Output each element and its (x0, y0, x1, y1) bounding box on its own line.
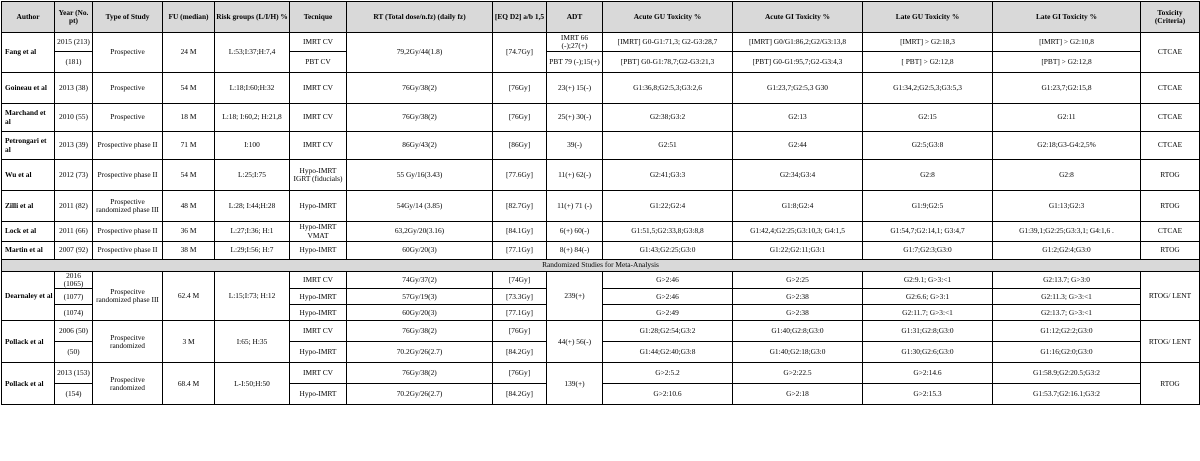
study-type-cell: Prospective phase II (93, 132, 163, 160)
table-body (2, 33, 1200, 405)
author-cell: Wu et al (2, 160, 55, 191)
column-header: RT (Total dose/n.fz) (daily fz) (347, 2, 493, 33)
eqd2-cell: [76Gy] (493, 73, 547, 104)
technique-cell: IMRT CV (290, 363, 347, 384)
late-gu-cell: G>2:14.6 (863, 363, 993, 384)
study-type-cell: Prospective phase II (93, 160, 163, 191)
late-gi-cell: G1:13;G2:3 (993, 191, 1141, 222)
eqd2-cell: [77.6Gy] (493, 160, 547, 191)
late-gi-cell: [IMRT] > G2:10,8 (993, 33, 1141, 52)
year-cell: (181) (55, 52, 93, 73)
adt-cell: 6(+) 60(-) (547, 222, 603, 242)
late-gu-cell: G2:9.1; G>3:<1 (863, 272, 993, 289)
technique-cell: IMRT CV (290, 132, 347, 160)
technique-cell: IMRT CV (290, 272, 347, 289)
acute-gu-cell: [PBT] G0-G1:78,7;G2-G3:21,3 (603, 52, 733, 73)
rt-cell: 55 Gy/16(3.43) (347, 160, 493, 191)
criteria-cell: RTOG (1141, 242, 1200, 260)
fu-cell: 68.4 M (163, 363, 215, 405)
eqd2-cell: [76Gy] (493, 321, 547, 342)
acute-gu-cell: G>2:46 (603, 289, 733, 305)
fu-cell: 48 M (163, 191, 215, 222)
late-gi-cell: G2:13.7; G>3:<1 (993, 305, 1141, 321)
table-row (2, 191, 1200, 222)
technique-cell: IMRT CV (290, 33, 347, 52)
late-gu-cell: G>2:15.3 (863, 384, 993, 405)
table-row (2, 260, 1200, 272)
acute-gi-cell: G2:44 (733, 132, 863, 160)
late-gu-cell: G2:15 (863, 104, 993, 132)
table-row (2, 242, 1200, 260)
year-cell: 2016 (1065) (55, 272, 93, 289)
column-header: Acute GU Toxicity % (603, 2, 733, 33)
late-gu-cell: G1:54,7;G2:14,1; G3:4,7 (863, 222, 993, 242)
adt-cell: 11(+) 71 (-) (547, 191, 603, 222)
acute-gu-cell: G1:36,8;G2:5,3;G3:2,6 (603, 73, 733, 104)
acute-gi-cell: G2:34;G3:4 (733, 160, 863, 191)
adt-cell: 23(+) 15(-) (547, 73, 603, 104)
year-cell: (50) (55, 342, 93, 363)
study-type-cell: Prospecitve randomized (93, 363, 163, 405)
table-row (2, 321, 1200, 342)
eqd2-cell: [84.1Gy] (493, 222, 547, 242)
adt-cell: 239(+) (547, 272, 603, 321)
table-row (2, 73, 1200, 104)
risk-cell: I:65; H:35 (215, 321, 290, 363)
technique-cell: Hypo-IMRT (290, 384, 347, 405)
criteria-cell: RTOG (1141, 191, 1200, 222)
late-gi-cell: G2:18;G3-G4:2,5% (993, 132, 1141, 160)
late-gu-cell: G2:6.6; G>3:1 (863, 289, 993, 305)
table-row (2, 363, 1200, 384)
rt-cell: 63,2Gy/20(3.16) (347, 222, 493, 242)
late-gu-cell: G1:7;G2:3;G3:0 (863, 242, 993, 260)
late-gi-cell: G2:11 (993, 104, 1141, 132)
fu-cell: 18 M (163, 104, 215, 132)
eqd2-cell: [84.2Gy] (493, 384, 547, 405)
column-header: Late GI Toxicity % (993, 2, 1141, 33)
author-cell: Pollack et al (2, 363, 55, 405)
technique-cell: PBT CV (290, 52, 347, 73)
fu-cell: 71 M (163, 132, 215, 160)
late-gu-cell: G1:9;G2:5 (863, 191, 993, 222)
study-type-cell: Prospective phase II (93, 242, 163, 260)
acute-gi-cell: G2:13 (733, 104, 863, 132)
acute-gu-cell: G1:22;G2:4 (603, 191, 733, 222)
year-cell: (1074) (55, 305, 93, 321)
criteria-cell: CTCAE (1141, 222, 1200, 242)
table-row (2, 160, 1200, 191)
column-header: Risk groups (L/I/H) % (215, 2, 290, 33)
column-header: Type of Study (93, 2, 163, 33)
year-cell: 2015 (213) (55, 33, 93, 52)
toxicity-table (1, 1, 1200, 405)
acute-gi-cell: G>2:22.5 (733, 363, 863, 384)
acute-gu-cell: G1:51,5;G2:33,8;G3:8,8 (603, 222, 733, 242)
author-cell: Fang et al (2, 33, 55, 73)
risk-cell: I:100 (215, 132, 290, 160)
technique-cell: IMRT CV (290, 321, 347, 342)
late-gi-cell: G1:39,1;G2:25;G3:3,1; G4:1,6 . (993, 222, 1141, 242)
year-cell: (1077) (55, 289, 93, 305)
column-header: Late GU Toxicity % (863, 2, 993, 33)
acute-gi-cell: G1:22;G2:11;G3:1 (733, 242, 863, 260)
eqd2-cell: [86Gy] (493, 132, 547, 160)
acute-gu-cell: G1:44;G2:40;G3:8 (603, 342, 733, 363)
risk-cell: L:25;I:75 (215, 160, 290, 191)
late-gi-cell: G2:13.7; G>3:0 (993, 272, 1141, 289)
eqd2-cell: [77.1Gy] (493, 242, 547, 260)
acute-gi-cell: G>2:25 (733, 272, 863, 289)
year-cell: 2006 (50) (55, 321, 93, 342)
acute-gu-cell: G1:43;G2:25;G3:0 (603, 242, 733, 260)
acute-gi-cell: G1:40;G2:8;G3:0 (733, 321, 863, 342)
technique-cell: Hypo-IMRT (290, 289, 347, 305)
acute-gu-cell: G>2:49 (603, 305, 733, 321)
eqd2-cell: [73.3Gy] (493, 289, 547, 305)
table-row (2, 33, 1200, 52)
acute-gi-cell: G>2:18 (733, 384, 863, 405)
eqd2-cell: [76Gy] (493, 363, 547, 384)
rt-cell: 60Gy/20(3) (347, 305, 493, 321)
rt-cell: 54Gy/14 (3.85) (347, 191, 493, 222)
acute-gi-cell: G1:8;G2:4 (733, 191, 863, 222)
technique-cell: IMRT CV (290, 73, 347, 104)
acute-gi-cell: G1:40;G2:18;G3:0 (733, 342, 863, 363)
rt-cell: 79,2Gy/44(1.8) (347, 33, 493, 73)
late-gi-cell: G1:23,7;G2:15,8 (993, 73, 1141, 104)
study-type-cell: Prospective randomized phase III (93, 191, 163, 222)
study-type-cell: Prospecitve randomized phase III (93, 272, 163, 321)
risk-cell: L:18;I:60;H:32 (215, 73, 290, 104)
rt-cell: 76Gy/38(2) (347, 363, 493, 384)
adt-cell: 25(+) 30(-) (547, 104, 603, 132)
criteria-cell: RTOG/ LENT (1141, 272, 1200, 321)
header-row (2, 2, 1200, 33)
author-cell: Zilli et al (2, 191, 55, 222)
criteria-cell: RTOG (1141, 160, 1200, 191)
rt-cell: 60Gy/20(3) (347, 242, 493, 260)
late-gu-cell: [IMRT] > G2:18,3 (863, 33, 993, 52)
technique-cell: IMRT CV (290, 104, 347, 132)
author-cell: Petrongari et al (2, 132, 55, 160)
study-type-cell: Prospective phase II (93, 222, 163, 242)
acute-gu-cell: G2:41;G3:3 (603, 160, 733, 191)
rt-cell: 70.2Gy/26(2.7) (347, 384, 493, 405)
column-header: Year (No. pt) (55, 2, 93, 33)
late-gu-cell: G2:5;G3:8 (863, 132, 993, 160)
risk-cell: L-I:50;H:50 (215, 363, 290, 405)
fu-cell: 36 M (163, 222, 215, 242)
acute-gu-cell: G>2:46 (603, 272, 733, 289)
study-type-cell: Prospecitve randomized (93, 321, 163, 363)
late-gu-cell: G1:31;G2:8;G3:0 (863, 321, 993, 342)
table-row (2, 132, 1200, 160)
criteria-cell: CTCAE (1141, 132, 1200, 160)
risk-cell: L:28; I:44;H:28 (215, 191, 290, 222)
acute-gi-cell: G1:23,7;G2:5,3 G30 (733, 73, 863, 104)
study-type-cell: Prospective (93, 104, 163, 132)
late-gi-cell: G1:58.9;G2:20.5;G3:2 (993, 363, 1141, 384)
column-header: [EQ D2] a/b 1,5 (493, 2, 547, 33)
rt-cell: 76Gy/38(2) (347, 73, 493, 104)
fu-cell: 38 M (163, 242, 215, 260)
year-cell: 2012 (73) (55, 160, 93, 191)
column-header: Tecnique (290, 2, 347, 33)
late-gu-cell: G2:8 (863, 160, 993, 191)
author-cell: Pollack et al (2, 321, 55, 363)
author-cell: Martin et al (2, 242, 55, 260)
column-header: Author (2, 2, 55, 33)
fu-cell: 3 M (163, 321, 215, 363)
fu-cell: 24 M (163, 33, 215, 73)
table-row (2, 222, 1200, 242)
year-cell: 2013 (153) (55, 363, 93, 384)
risk-cell: L:53;I:37;H:7,4 (215, 33, 290, 73)
late-gi-cell: G1:16;G2:0;G3:0 (993, 342, 1141, 363)
acute-gi-cell: G>2:38 (733, 305, 863, 321)
eqd2-cell: [74.7Gy] (493, 33, 547, 73)
adt-cell: 39(-) (547, 132, 603, 160)
year-cell: 2007 (92) (55, 242, 93, 260)
acute-gi-cell: [PBT] G0-G1:95,7;G2-G3:4,3 (733, 52, 863, 73)
technique-cell: Hypo-IMRT VMAT (290, 222, 347, 242)
risk-cell: L:18; I:60,2; H:21,8 (215, 104, 290, 132)
study-type-cell: Prospective (93, 33, 163, 73)
year-cell: 2010 (55) (55, 104, 93, 132)
eqd2-cell: [74Gy] (493, 272, 547, 289)
late-gi-cell: G2:11.3; G>3:<1 (993, 289, 1141, 305)
late-gi-cell: G2:8 (993, 160, 1141, 191)
fu-cell: 62.4 M (163, 272, 215, 321)
criteria-cell: RTOG/ LENT (1141, 321, 1200, 363)
acute-gu-cell: G>2:10.6 (603, 384, 733, 405)
rt-cell: 74Gy/37(2) (347, 272, 493, 289)
acute-gi-cell: [IMRT] G0/G1:86,2;G2/G3:13,8 (733, 33, 863, 52)
column-header: Toxicity (Criteria) (1141, 2, 1200, 33)
adt-cell: 8(+) 84(-) (547, 242, 603, 260)
risk-cell: L:15;I:73; H:12 (215, 272, 290, 321)
column-header: ADT (547, 2, 603, 33)
column-header: FU (median) (163, 2, 215, 33)
technique-cell: Hypo-IMRT (290, 191, 347, 222)
acute-gu-cell: [IMRT] G0-G1:71,3; G2-G3:28,7 (603, 33, 733, 52)
year-cell: (154) (55, 384, 93, 405)
year-cell: 2013 (38) (55, 73, 93, 104)
adt-cell: IMRT 66 (-);27(+) (547, 33, 603, 52)
acute-gu-cell: G2:38;G3:2 (603, 104, 733, 132)
study-type-cell: Prospective (93, 73, 163, 104)
criteria-cell: CTCAE (1141, 73, 1200, 104)
risk-cell: L:29;I:56; H:7 (215, 242, 290, 260)
late-gi-cell: G1:2;G2:4;G3:0 (993, 242, 1141, 260)
acute-gi-cell: G>2:38 (733, 289, 863, 305)
criteria-cell: CTCAE (1141, 104, 1200, 132)
adt-cell: 11(+) 62(-) (547, 160, 603, 191)
rt-cell: 70.2Gy/26(2.7) (347, 342, 493, 363)
rt-cell: 86Gy/43(2) (347, 132, 493, 160)
rt-cell: 76Gy/38(2) (347, 321, 493, 342)
year-cell: 2011 (66) (55, 222, 93, 242)
eqd2-cell: [82.7Gy] (493, 191, 547, 222)
acute-gu-cell: G>2:5.2 (603, 363, 733, 384)
fu-cell: 54 M (163, 73, 215, 104)
author-cell: Lock et al (2, 222, 55, 242)
late-gi-cell: G1:53.7;G2:16.1;G3:2 (993, 384, 1141, 405)
eqd2-cell: [84.2Gy] (493, 342, 547, 363)
column-header: Acute GI Toxicity % (733, 2, 863, 33)
criteria-cell: CTCAE (1141, 33, 1200, 73)
author-cell: Marchand et al (2, 104, 55, 132)
technique-cell: Hypo-IMRT (290, 242, 347, 260)
late-gi-cell: G1:12;G2:2;G3:0 (993, 321, 1141, 342)
section-title: Randomized Studies for Meta-Analysis (2, 260, 1200, 272)
criteria-cell: RTOG (1141, 363, 1200, 405)
author-cell: Goineau et al (2, 73, 55, 104)
late-gu-cell: [ PBT] > G2:12,8 (863, 52, 993, 73)
late-gu-cell: G1:30;G2:6;G3:0 (863, 342, 993, 363)
table-row (2, 272, 1200, 289)
table-row (2, 104, 1200, 132)
year-cell: 2011 (82) (55, 191, 93, 222)
late-gu-cell: G2:11.7; G>3:<1 (863, 305, 993, 321)
acute-gu-cell: G1:28;G2:54;G3:2 (603, 321, 733, 342)
adt-cell: 44(+) 56(-) (547, 321, 603, 363)
late-gi-cell: [PBT] > G2:12,8 (993, 52, 1141, 73)
acute-gi-cell: G1:42,4;G2:25;G3:10,3; G4:1,5 (733, 222, 863, 242)
adt-cell: 139(+) (547, 363, 603, 405)
technique-cell: Hypo-IMRT (290, 342, 347, 363)
eqd2-cell: [76Gy] (493, 104, 547, 132)
late-gu-cell: G1:34,2;G2:5,3;G3:5,3 (863, 73, 993, 104)
eqd2-cell: [77.1Gy] (493, 305, 547, 321)
rt-cell: 76Gy/38(2) (347, 104, 493, 132)
technique-cell: Hypo-IMRT (290, 305, 347, 321)
year-cell: 2013 (39) (55, 132, 93, 160)
fu-cell: 54 M (163, 160, 215, 191)
risk-cell: L:27;I:36; H:1 (215, 222, 290, 242)
adt-cell: PBT 79 (-);15(+) (547, 52, 603, 73)
author-cell: Dearnaley et al (2, 272, 55, 321)
rt-cell: 57Gy/19(3) (347, 289, 493, 305)
acute-gu-cell: G2:51 (603, 132, 733, 160)
technique-cell: Hypo-IMRT IGRT (fiducials) (290, 160, 347, 191)
